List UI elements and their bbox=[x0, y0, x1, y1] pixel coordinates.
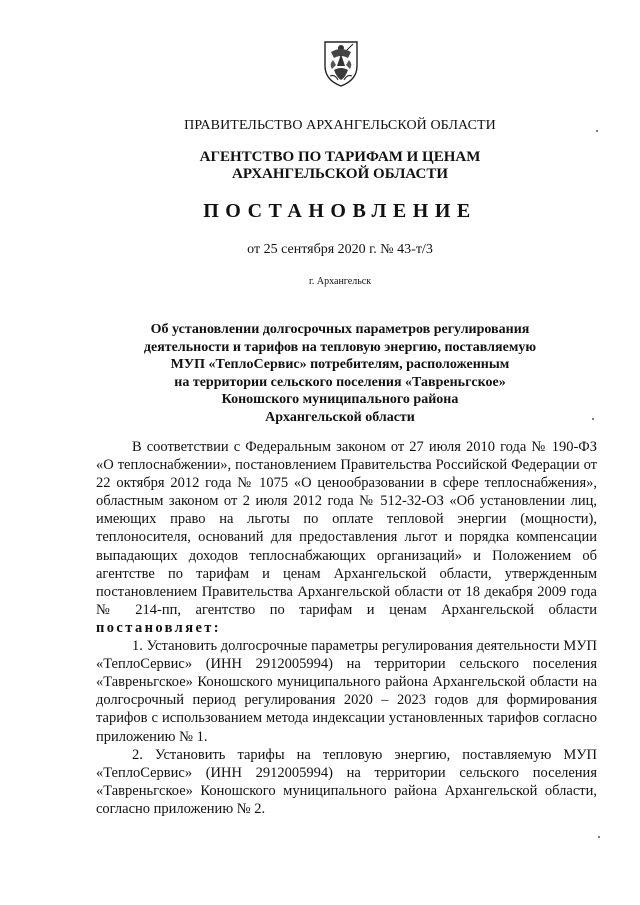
city: г. Архангельск bbox=[308, 276, 372, 287]
item-1: 1. Установить долгосрочные параметры регулирования деятельности МУП «ТеплоСервис» (ИНН 2912005994) на территории сельского поселения «Тавреньгское» Коношского муниципального района Архангельской области на долгосрочный период регулирования 2020 – 2023 годов для формирования тарифов с использованием метода индексации установленных тарифов согласно приложению № 1. bbox=[96, 638, 597, 745]
coat-of-arms-icon bbox=[321, 36, 361, 88]
preamble-paragraph bbox=[96, 438, 597, 637]
agency-name-line-2: АРХАНГЕЛЬСКОЙ ОБЛАСТИ bbox=[232, 166, 448, 182]
agency-name-line-1: АГЕНТСТВО ПО ТАРИФАМ И ЦЕНАМ bbox=[199, 149, 481, 165]
government-name: ПРАВИТЕЛЬСТВО АРХАНГЕЛЬСКОЙ ОБЛАСТИ bbox=[184, 118, 496, 133]
subject-line: Архангельской области bbox=[265, 409, 415, 425]
preamble-text: В соответствии с Федеральным законом от 27 июля 2010 года № 190-ФЗ «О теплоснабжении», постановлением Правительства Российской Федерации от 22 октября 2012 года № 1075 «О ценообразовании в сфере теплоснабжения», областным законом от 2 июля 2012 года № 512-32-ОЗ «Об установлении лиц, имеющих право на льготы по оплате тепловой энергии (мощности), теплоносителя, оснований для предоставления льгот и порядка компенсации выпадающих доходов теплоснабжающих организаций» и Положением об агентстве по тарифам и ценам Архангельской области, утвержденным постановлением Правительства Архангельской области от 18 декабря 2009 года № 214-пп, агентство по тарифам и ценам Архангельской области bbox=[96, 439, 597, 618]
agency-name bbox=[90, 149, 590, 183]
subject-line: МУП «ТеплоСервис» потребителям, расположенным bbox=[170, 357, 510, 372]
document-body bbox=[96, 438, 597, 818]
date-number: от 25 сентября 2020 г. № 43-т/3 bbox=[247, 242, 433, 257]
subject-line: Коношского муниципального района bbox=[221, 392, 459, 407]
subject-line: деятельности и тарифов на тепловую энергию, поставляемую bbox=[143, 339, 537, 355]
item-2: 2. Установить тарифы на тепловую энергию, поставляемую МУП «ТеплоСервис» (ИНН 2912005994) на территории сельского поселения «Тавреньгское» Коношского муниципального района Архангельской области, согласно приложению № 2. bbox=[96, 746, 597, 817]
scan-speck bbox=[596, 130, 598, 132]
decides-keyword: постановляет: bbox=[96, 619, 222, 636]
subject-line: Об установлении долгосрочных параметров регулирования bbox=[150, 322, 530, 337]
subject-line: на территории сельского поселения «Тавреньгское» bbox=[174, 374, 506, 390]
subject-heading bbox=[90, 321, 590, 426]
scan-speck bbox=[598, 836, 600, 838]
document-title: ПОСТАНОВЛЕНИЕ bbox=[203, 200, 477, 222]
scan-speck bbox=[592, 418, 594, 420]
